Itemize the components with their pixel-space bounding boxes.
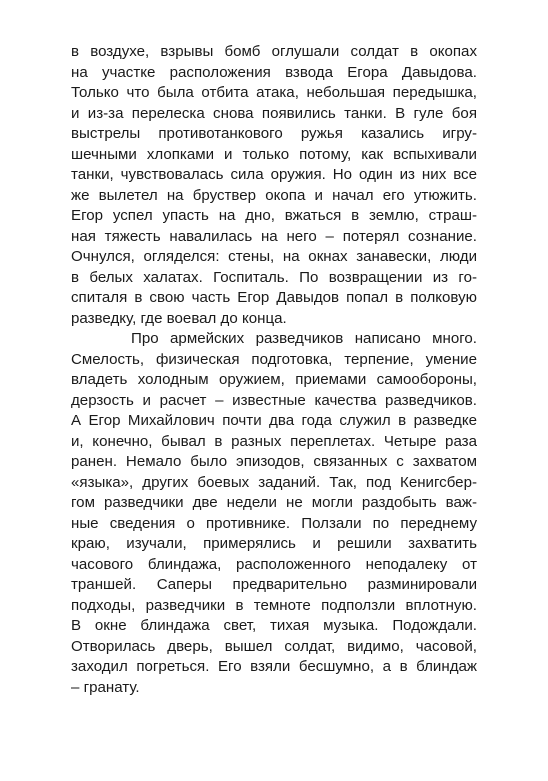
text-line: гом разведчики две недели не могли раздобыть важ- xyxy=(71,494,477,511)
text-line: разведку, где воевал до конца. xyxy=(71,309,287,327)
text-line: ные сведения о противнике. Ползали по переднему xyxy=(71,514,477,532)
text-line: в белых халатах. Госпиталь. По возвращении из го- xyxy=(71,268,477,286)
text-line: шечными хлопками и только потому, как вспыхивали xyxy=(71,145,477,163)
text-line: и из-за перелеска снова появились танки. В гуле боя xyxy=(71,104,477,122)
text-line: Егор успел упасть на дно, вжаться в землю, страш- xyxy=(71,207,477,224)
text-line: танки, чувствовалась сила оружия. Но один из них все xyxy=(71,166,477,183)
text-line: траншей. Саперы предварительно разминировали xyxy=(71,576,477,593)
text-line: ранен. Немало было эпизодов, связанных с захватом xyxy=(71,453,477,470)
text-line: на участке расположения взвода Егора Давыдова. xyxy=(71,63,477,81)
text-line: В окне блиндажа свет, тихая музыка. Подождали. xyxy=(71,617,477,634)
text-line: спиталя в свою часть Егор Давыдов попал в полковую xyxy=(71,289,477,306)
paragraph xyxy=(71,42,477,329)
text-line: подходы, разведчики в темноте подползли вплотную. xyxy=(71,596,477,614)
text-line: заходил погреться. Его взяли бесшумно, а в блиндаж xyxy=(71,658,477,675)
text-line: и, конечно, бывал в разных переплетах. Четыре раза xyxy=(71,432,477,450)
body-text xyxy=(71,42,477,698)
text-line: – гранату. xyxy=(71,678,140,696)
paragraph xyxy=(71,329,477,698)
text-line: владеть холодным оружием, приемами самообороны, xyxy=(71,371,477,388)
text-line: Очнулся, огляделся: стены, на окнах занавески, люди xyxy=(71,248,477,265)
text-line: краю, изучали, примерялись и решили захватить xyxy=(71,535,477,552)
text-line: же вылетел на бруствер окопа и начал его утюжить. xyxy=(71,186,477,204)
text-line: в воздухе, взрывы бомб оглушали солдат в окопах xyxy=(71,43,477,60)
text-line: Про армейских разведчиков написано много. xyxy=(131,330,477,347)
text-line: часового блиндажа, расположенного неподалеку от xyxy=(71,555,477,573)
text-line: Отворилась дверь, вышел солдат, видимо, часовой, xyxy=(71,637,477,655)
text-line: А Егор Михайлович почти два года служил в разведке xyxy=(71,412,477,429)
text-line: Смелость, физическая подготовка, терпение, умение xyxy=(71,350,477,368)
text-line: Только что была отбита атака, небольшая передышка, xyxy=(71,84,477,101)
text-line: ная тяжесть навалилась на него – потерял сознание. xyxy=(71,227,477,245)
text-line: «языка», других боевых заданий. Так, под Кенигсбер- xyxy=(71,473,477,491)
text-line: дерзость и расчет – известные качества разведчиков. xyxy=(71,391,477,409)
text-line: выстрелы противотанкового ружья казались игру- xyxy=(71,125,477,142)
